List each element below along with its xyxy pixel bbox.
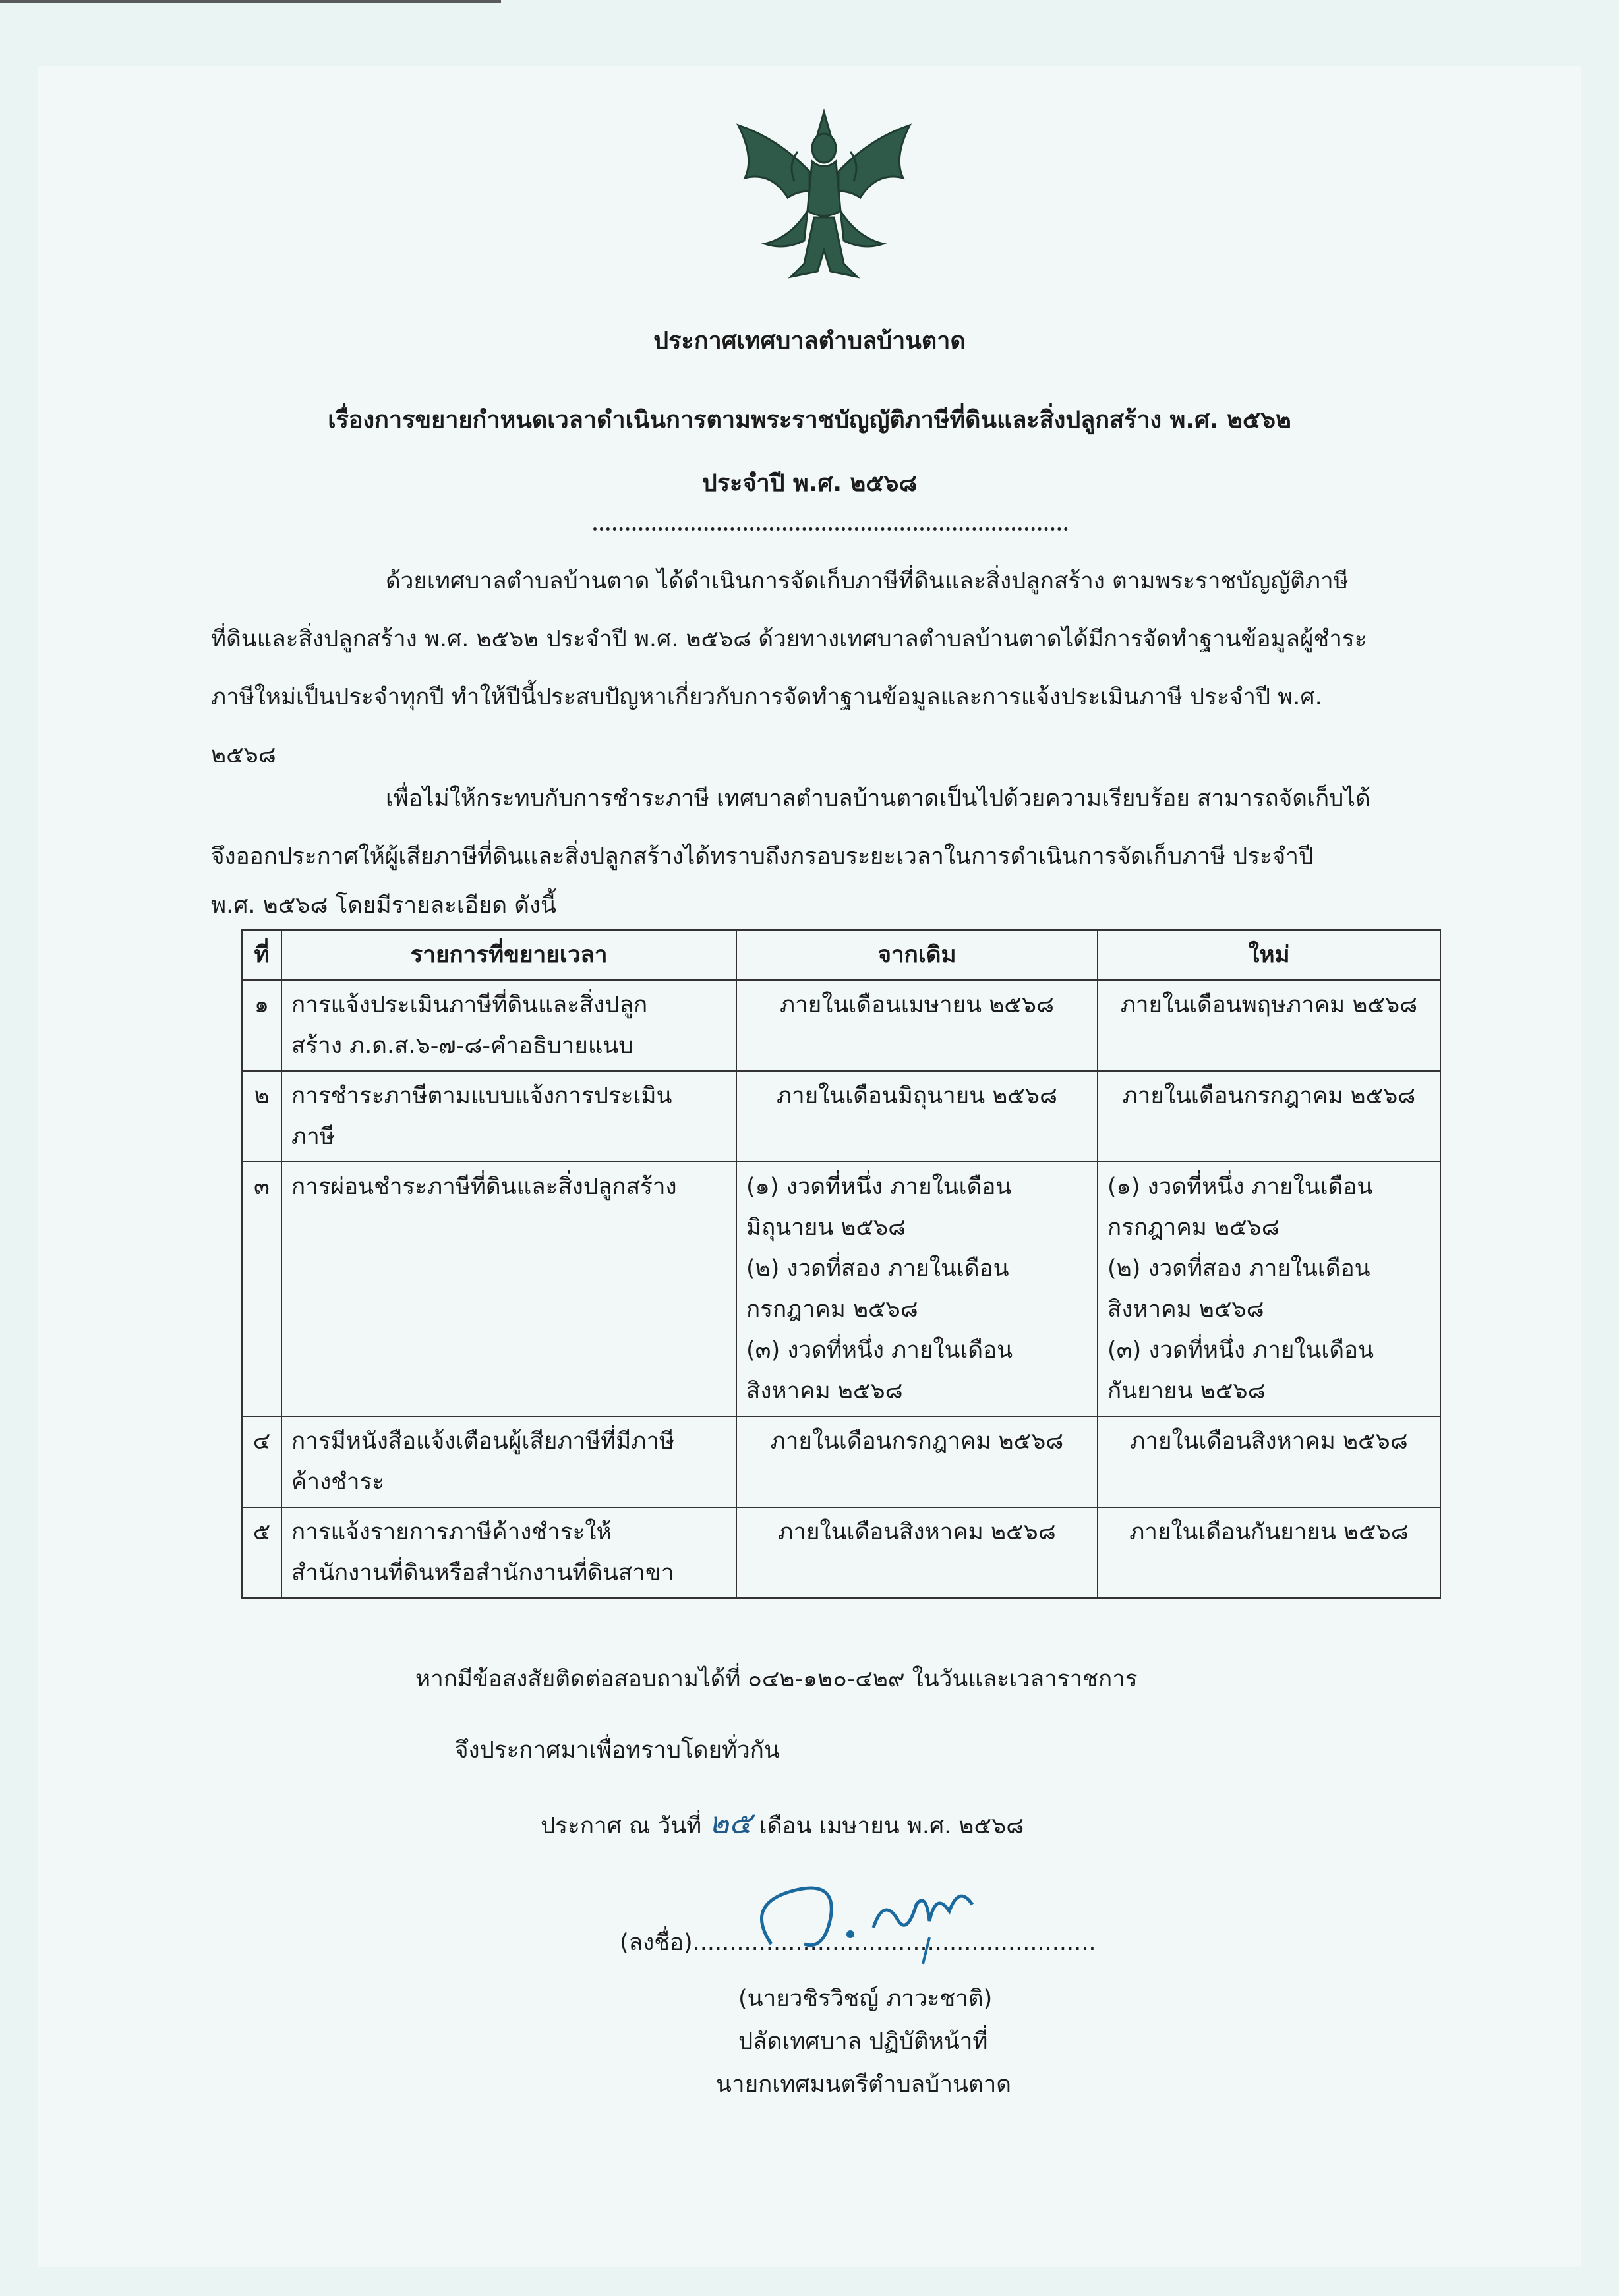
paragraph-1-line-2: ที่ดินและสิ่งปลูกสร้าง พ.ศ. ๒๕๖๒ ประจำปี พ.ศ. ๒๕๖๘ ด้วยทางเทศบาลตำบลบ้านตาดได้มีการจัดทำฐานข้อมูลผู้ชำระ xyxy=(211,626,1367,652)
row-new-line: (๒) งวดที่สอง ภายในเดือน xyxy=(1107,1255,1370,1282)
row-no: ๕ xyxy=(242,1507,281,1598)
row-old-line: สิงหาคม ๒๕๖๘ xyxy=(746,1378,903,1404)
row-no: ๔ xyxy=(242,1416,281,1507)
row-new-line: ภายในเดือนสิงหาคม ๒๕๖๘ xyxy=(1130,1428,1408,1454)
date-suffix: เดือน เมษายน พ.ศ. ๒๕๖๘ xyxy=(759,1813,1024,1839)
table-row xyxy=(242,1416,1440,1507)
row-new xyxy=(1098,1162,1440,1416)
row-old-line: มิถุนายน ๒๕๖๘ xyxy=(746,1215,906,1241)
table-header-row xyxy=(242,930,1440,980)
row-new xyxy=(1098,1071,1440,1162)
row-old xyxy=(736,1071,1098,1162)
announcement-title: ประกาศเทศบาลตำบลบ้านตาด xyxy=(653,328,966,355)
row-item-line: สร้าง ภ.ด.ส.๖-๗-๘-คำอธิบายแนบ xyxy=(291,1033,633,1059)
header-item: รายการที่ขยายเวลา xyxy=(281,930,736,980)
row-item xyxy=(281,1507,736,1598)
row-old-line: (๒) งวดที่สอง ภายในเดือน xyxy=(746,1255,1009,1282)
row-item xyxy=(281,1416,736,1507)
row-old-line: ภายในเดือนสิงหาคม ๒๕๖๘ xyxy=(778,1519,1056,1545)
table-row xyxy=(242,980,1440,1071)
paragraph-2-line-2: จึงออกประกาศให้ผู้เสียภาษีที่ดินและสิ่งปลูกสร้างได้ทราบถึงกรอบระยะเวลาในการดำเนินการจัดเก็บภาษี ประจำปี xyxy=(211,844,1314,870)
row-old-line: กรกฎาคม ๒๕๖๘ xyxy=(746,1296,918,1323)
table-row xyxy=(242,1071,1440,1162)
row-new xyxy=(1098,980,1440,1071)
row-no: ๒ xyxy=(242,1071,281,1162)
announcement-year: ประจำปี พ.ศ. ๒๕๖๘ xyxy=(701,470,918,497)
signer-position-1: ปลัดเทศบาล ปฏิบัติหน้าที่ xyxy=(738,2028,988,2055)
row-new-line: (๑) งวดที่หนึ่ง ภายในเดือน xyxy=(1107,1174,1373,1200)
row-item-line: การชำระภาษีตามแบบแจ้งการประเมิน xyxy=(291,1083,672,1109)
header-no: ที่ xyxy=(242,930,281,980)
row-new-line: (๓) งวดที่หนึ่ง ภายในเดือน xyxy=(1107,1337,1374,1363)
row-item-line: การผ่อนชำระภาษีที่ดินและสิ่งปลูกสร้าง xyxy=(291,1174,677,1200)
row-item-line: การมีหนังสือแจ้งเตือนผู้เสียภาษีที่มีภาษี xyxy=(291,1428,675,1454)
row-new-line: ภายในเดือนกันยายน ๒๕๖๘ xyxy=(1129,1519,1409,1545)
row-old-line: (๑) งวดที่หนึ่ง ภายในเดือน xyxy=(746,1174,1012,1200)
row-item-line: ภาษี xyxy=(291,1124,335,1150)
row-old-line: (๓) งวดที่หนึ่ง ภายในเดือน xyxy=(746,1337,1013,1363)
row-old xyxy=(736,1507,1098,1598)
date-day-handwritten: ๒๕ xyxy=(709,1805,752,1841)
header-old: จากเดิม xyxy=(736,930,1098,980)
date-prefix: ประกาศ ณ วันที่ xyxy=(541,1813,702,1839)
row-old xyxy=(736,980,1098,1071)
row-new xyxy=(1098,1507,1440,1598)
row-old xyxy=(736,1416,1098,1507)
row-item-line: การแจ้งรายการภาษีค้างชำระให้ xyxy=(291,1519,612,1545)
announcement-subject: เรื่องการขยายกำหนดเวลาดำเนินการตามพระราชบัญญัติภาษีที่ดินและสิ่งปลูกสร้าง พ.ศ. ๒๕๖๒ xyxy=(328,407,1291,434)
row-no: ๑ xyxy=(242,980,281,1071)
row-no: ๓ xyxy=(242,1162,281,1416)
paragraph-1-line-4: ๒๕๖๘ xyxy=(211,742,276,768)
table-row xyxy=(242,1162,1440,1416)
row-item-line: ค้างชำระ xyxy=(291,1469,385,1495)
signer-position-2: นายกเทศมนตรีตำบลบ้านตาด xyxy=(716,2071,1012,2098)
contact-line: หากมีข้อสงสัยติดต่อสอบถามได้ที่ ๐๔๒-๑๒๐-๔๒๙ ในวันและเวลาราชการ xyxy=(415,1666,1138,1692)
paragraph-1-line-1: ด้วยเทศบาลตำบลบ้านตาด ได้ดำเนินการจัดเก็บภาษีที่ดินและสิ่งปลูกสร้าง ตามพระราชบัญญัติภาษี xyxy=(386,568,1349,594)
row-old-line: ภายในเดือนมิถุนายน ๒๕๖๘ xyxy=(776,1083,1058,1109)
schedule-table xyxy=(241,929,1441,1599)
row-new-line: ภายในเดือนพฤษภาคม ๒๕๖๘ xyxy=(1120,992,1418,1018)
scan-edge-line xyxy=(0,0,501,3)
row-new-line: กันยายน ๒๕๖๘ xyxy=(1107,1378,1266,1404)
row-old-line: ภายในเดือนเมษายน ๒๕๖๘ xyxy=(780,992,1054,1018)
date-line xyxy=(541,1799,1024,1847)
paragraph-2-line-1: เพื่อไม่ให้กระทบกับการชำระภาษี เทศบาลตำบลบ้านตาดเป็นไปด้วยความเรียบร้อย สามารถจัดเก็บได้ xyxy=(386,786,1370,812)
row-item xyxy=(281,1162,736,1416)
row-item xyxy=(281,1071,736,1162)
header-new: ใหม่ xyxy=(1098,930,1440,980)
announce-line: จึงประกาศมาเพื่อทราบโดยทั่วกัน xyxy=(455,1737,780,1764)
paragraph-1-line-3: ภาษีใหม่เป็นประจำทุกปี ทำให้ปีนี้ประสบปัญหาเกี่ยวกับการจัดทำฐานข้อมูลและการแจ้งประเมินภาษี ประจำปี พ.ศ. xyxy=(211,684,1322,710)
row-old xyxy=(736,1162,1098,1416)
row-item xyxy=(281,980,736,1071)
row-new xyxy=(1098,1416,1440,1507)
row-new-line: สิงหาคม ๒๕๖๘ xyxy=(1107,1296,1264,1323)
signer-name: (นายวชิรวิชญ์ ภาวะชาติ) xyxy=(738,1986,993,2012)
row-old-line: ภายในเดือนกรกฎาคม ๒๕๖๘ xyxy=(770,1428,1064,1454)
paragraph-2-line-3: พ.ศ. ๒๕๖๘ โดยมีรายละเอียด ดังนี้ xyxy=(211,892,556,919)
garuda-emblem-icon xyxy=(725,99,923,297)
row-new-line: กรกฎาคม ๒๕๖๘ xyxy=(1107,1215,1280,1241)
row-item-line: สำนักงานที่ดินหรือสำนักงานที่ดินสาขา xyxy=(291,1560,674,1586)
row-new-line: ภายในเดือนกรกฎาคม ๒๕๖๘ xyxy=(1122,1083,1416,1109)
sign-label: (ลงชื่อ)....................................................... xyxy=(620,1930,1096,1956)
row-item-line: การแจ้งประเมินภาษีที่ดินและสิ่งปลูก xyxy=(291,992,648,1018)
table-row xyxy=(242,1507,1440,1598)
title-divider xyxy=(593,527,1068,531)
